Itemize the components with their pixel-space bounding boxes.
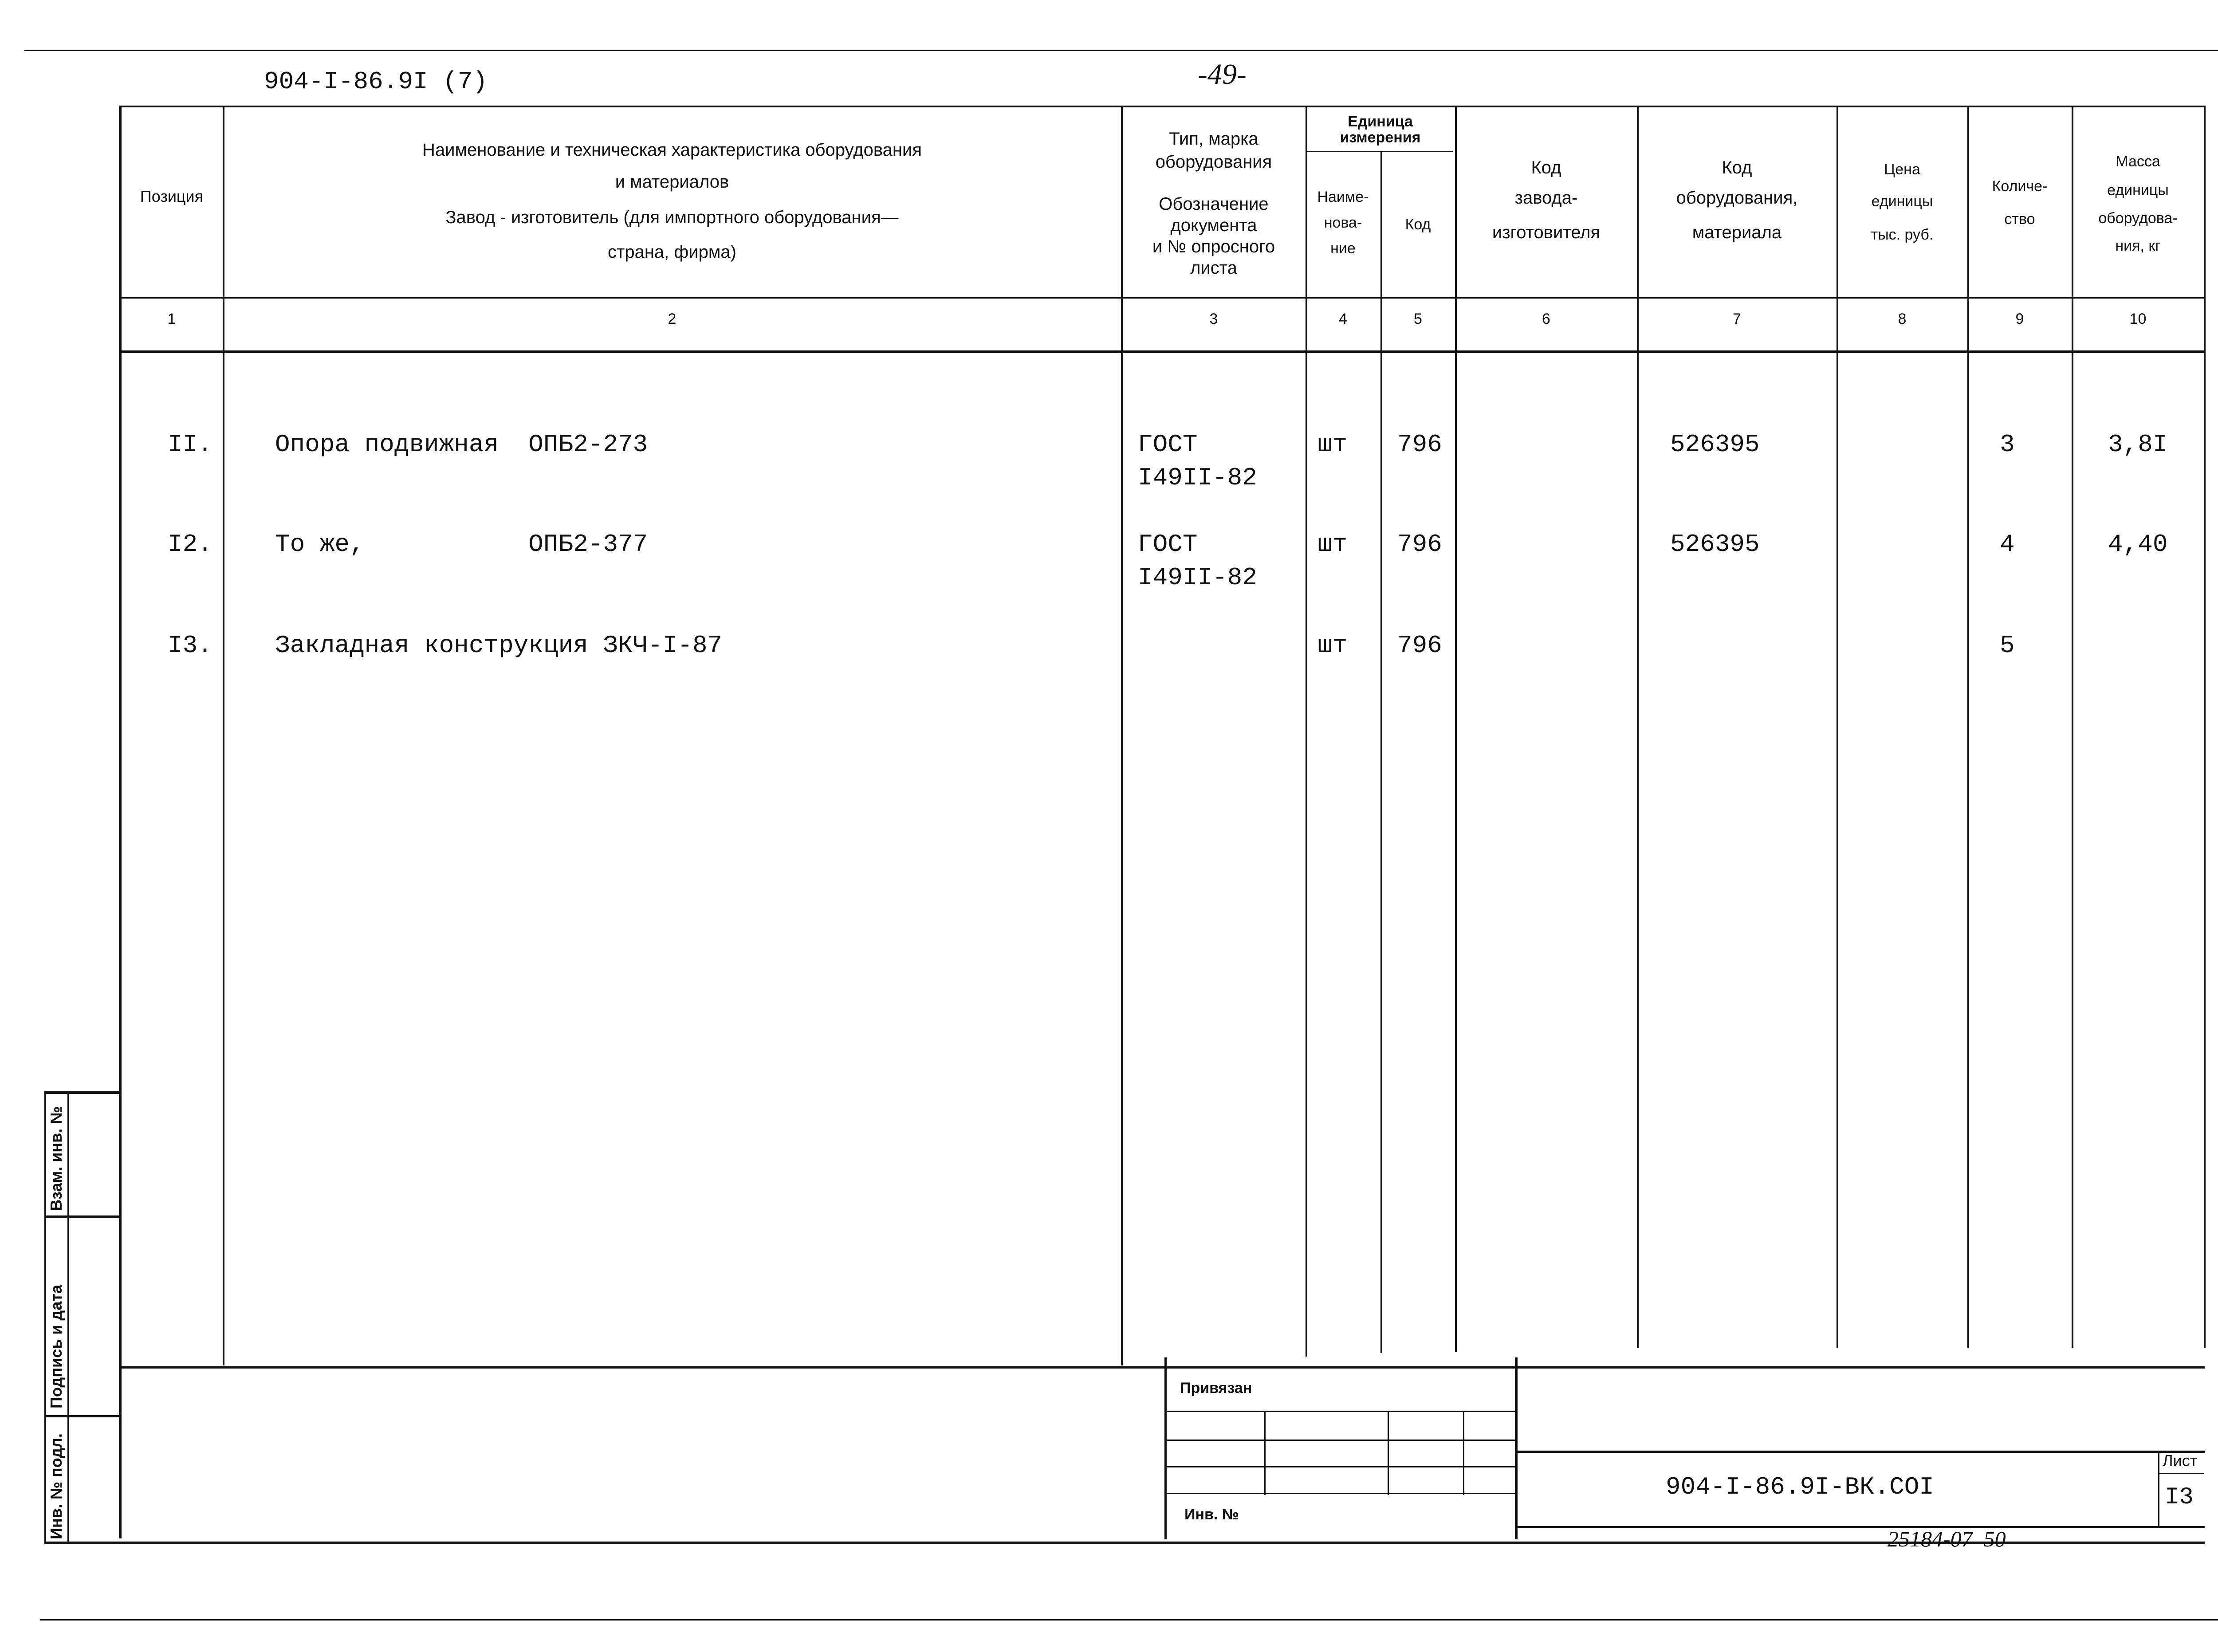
side-block-divider-2	[44, 1415, 120, 1417]
row-equipment-code: 526395	[1670, 430, 1760, 459]
stamp-col-line-2	[1388, 1411, 1389, 1495]
header-price-2: единицы	[1871, 193, 1933, 210]
row-unit-name: шт	[1317, 530, 1348, 559]
column-number: 9	[2015, 311, 2024, 327]
row-unit-code: 796	[1397, 631, 1442, 660]
col-line-5	[1455, 106, 1457, 1352]
header-factory-code-2: завода-	[1514, 188, 1578, 208]
header-unit-code: Код	[1405, 216, 1431, 233]
top-rule	[24, 50, 2218, 51]
row-quantity: 5	[2000, 631, 2015, 660]
header-price-1: Цена	[1884, 161, 1920, 178]
header-unit-name-1: Наиме-	[1317, 189, 1369, 205]
stamp-col-line-1	[1264, 1411, 1266, 1495]
column-number: 5	[1414, 311, 1422, 327]
header-name-line3: Завод - изготовитель (для импортного оборудования—	[445, 208, 899, 227]
stamp-document-code: 904-I-86.9I-ВК.COI	[1666, 1473, 1934, 1501]
column-number: 1	[167, 311, 176, 327]
row-position: I3.	[168, 631, 212, 660]
row-unit-name: шт	[1317, 430, 1348, 459]
column-number: 10	[2129, 311, 2147, 327]
col-line-3	[1306, 106, 1307, 1357]
side-block-left-line	[44, 1091, 46, 1544]
row-quantity: 4	[2000, 530, 2015, 559]
header-unit-group-2: измерения	[1340, 129, 1421, 146]
header-mass-4: ния, кг	[2115, 237, 2161, 254]
stamp-inv-no: Инв. №	[1184, 1506, 1239, 1523]
column-number: 8	[1898, 311, 1907, 327]
header-unit-name-3: ние	[1330, 240, 1356, 257]
frame-right-line	[2204, 106, 2206, 1348]
side-label-vzam: Взам. инв. №	[47, 1106, 65, 1211]
unit-group-line	[1306, 151, 1453, 152]
row-document-2: I49II-82	[1138, 563, 1257, 592]
row-name: То же, ОПБ2-377	[275, 530, 648, 559]
header-mass-1: Масса	[2116, 153, 2160, 170]
header-name-line4: страна, фирма)	[608, 242, 736, 262]
sheet-box-left-line	[2158, 1451, 2159, 1526]
column-number: 2	[668, 311, 676, 327]
header-mass-3: оборудова-	[2098, 210, 2178, 227]
row-quantity: 3	[2000, 430, 2015, 459]
header-unit-name-2: нова-	[1324, 214, 1362, 231]
header-type-line3: Обозначение	[1159, 194, 1269, 214]
header-quantity-1: Количе-	[1992, 178, 2048, 195]
header-name-line1: Наименование и техническая характеристика оборудования	[422, 140, 922, 160]
side-block-inner-line	[67, 1091, 69, 1544]
stamp-top-line	[120, 1366, 2205, 1369]
stamp-col-line-3	[1463, 1411, 1464, 1495]
side-label-inv-podl: Инв. № подл.	[47, 1433, 65, 1539]
row-equipment-code: 526395	[1670, 530, 1760, 559]
header-type-line4: документа	[1170, 216, 1257, 235]
header-name-line2: и материалов	[615, 172, 729, 192]
header-equipment-code-1: Код	[1722, 158, 1752, 177]
row-document-2: I49II-82	[1138, 464, 1257, 492]
document-code-top: 904-I-86.9I (7)	[264, 67, 488, 96]
header-quantity-2: ство	[2004, 211, 2035, 228]
row-mass: 4,40	[2108, 530, 2168, 559]
row-document-1: ГОСТ	[1138, 430, 1198, 459]
page-number-top: -49-	[1198, 58, 1247, 90]
col-line-1	[223, 106, 224, 1365]
row-name: Опора подвижная ОПБ2-273	[275, 430, 648, 459]
side-block-top-line	[44, 1091, 120, 1094]
col-line-2	[1121, 106, 1123, 1365]
stamp-sheet-value: I3	[2165, 1484, 2194, 1511]
bottom-archive-note: 25184-07 50	[1888, 1526, 2006, 1551]
header-type-line5: и № опросного	[1152, 237, 1275, 256]
code-block-top-line	[1517, 1451, 2205, 1453]
row-unit-code: 796	[1397, 430, 1442, 459]
header-type-line2: оборудования	[1155, 152, 1272, 172]
header-factory-code-1: Код	[1531, 158, 1561, 177]
col-line-9	[2072, 106, 2073, 1348]
stamp-right-line	[1515, 1357, 1518, 1539]
header-type-line1: Тип, марка	[1169, 129, 1258, 149]
header-type-line6: листа	[1190, 258, 1237, 278]
column-number: 4	[1339, 311, 1347, 327]
row-position: II.	[168, 430, 212, 459]
column-number: 6	[1542, 311, 1550, 327]
col-line-8	[1967, 106, 1969, 1348]
header-price-3: тыс. руб.	[1871, 226, 1934, 243]
header-mass-2: единицы	[2107, 182, 2169, 199]
header-equipment-code-2: оборудования,	[1676, 188, 1798, 208]
sheet-box-divider	[2159, 1473, 2204, 1474]
stamp-privyazan: Привязан	[1180, 1380, 1252, 1396]
page-bottom-rule	[40, 1619, 2218, 1621]
stamp-left-line	[1164, 1357, 1167, 1539]
row-position: I2.	[168, 530, 212, 559]
row-mass: 3,8I	[2108, 430, 2168, 459]
column-number: 7	[1733, 311, 1741, 327]
frame-top-line	[120, 106, 2205, 107]
stamp-sheet-label: Лист	[2163, 1451, 2198, 1470]
header-position: Позиция	[140, 187, 204, 205]
header-equipment-code-3: материала	[1692, 223, 1782, 242]
header-factory-code-3: изготовителя	[1492, 223, 1601, 242]
header-bottom-line	[120, 297, 2205, 299]
col-line-6	[1637, 106, 1639, 1348]
frame-bottom-line	[44, 1542, 2205, 1544]
row-name: Закладная конструкция ЗКЧ-I-87	[275, 631, 723, 660]
code-block-bottom-line	[1517, 1526, 2205, 1528]
column-numbers-bottom-line	[120, 350, 2205, 353]
side-label-podpis: Подпись и дата	[47, 1285, 65, 1408]
col-line-4	[1380, 151, 1382, 1353]
row-unit-code: 796	[1397, 530, 1442, 559]
row-document-1: ГОСТ	[1138, 530, 1198, 559]
row-unit-name: шт	[1317, 631, 1348, 660]
side-block-divider-1	[44, 1215, 120, 1218]
header-unit-group-1: Единица	[1348, 113, 1413, 130]
column-number: 3	[1209, 311, 1218, 327]
col-line-7	[1837, 106, 1838, 1348]
